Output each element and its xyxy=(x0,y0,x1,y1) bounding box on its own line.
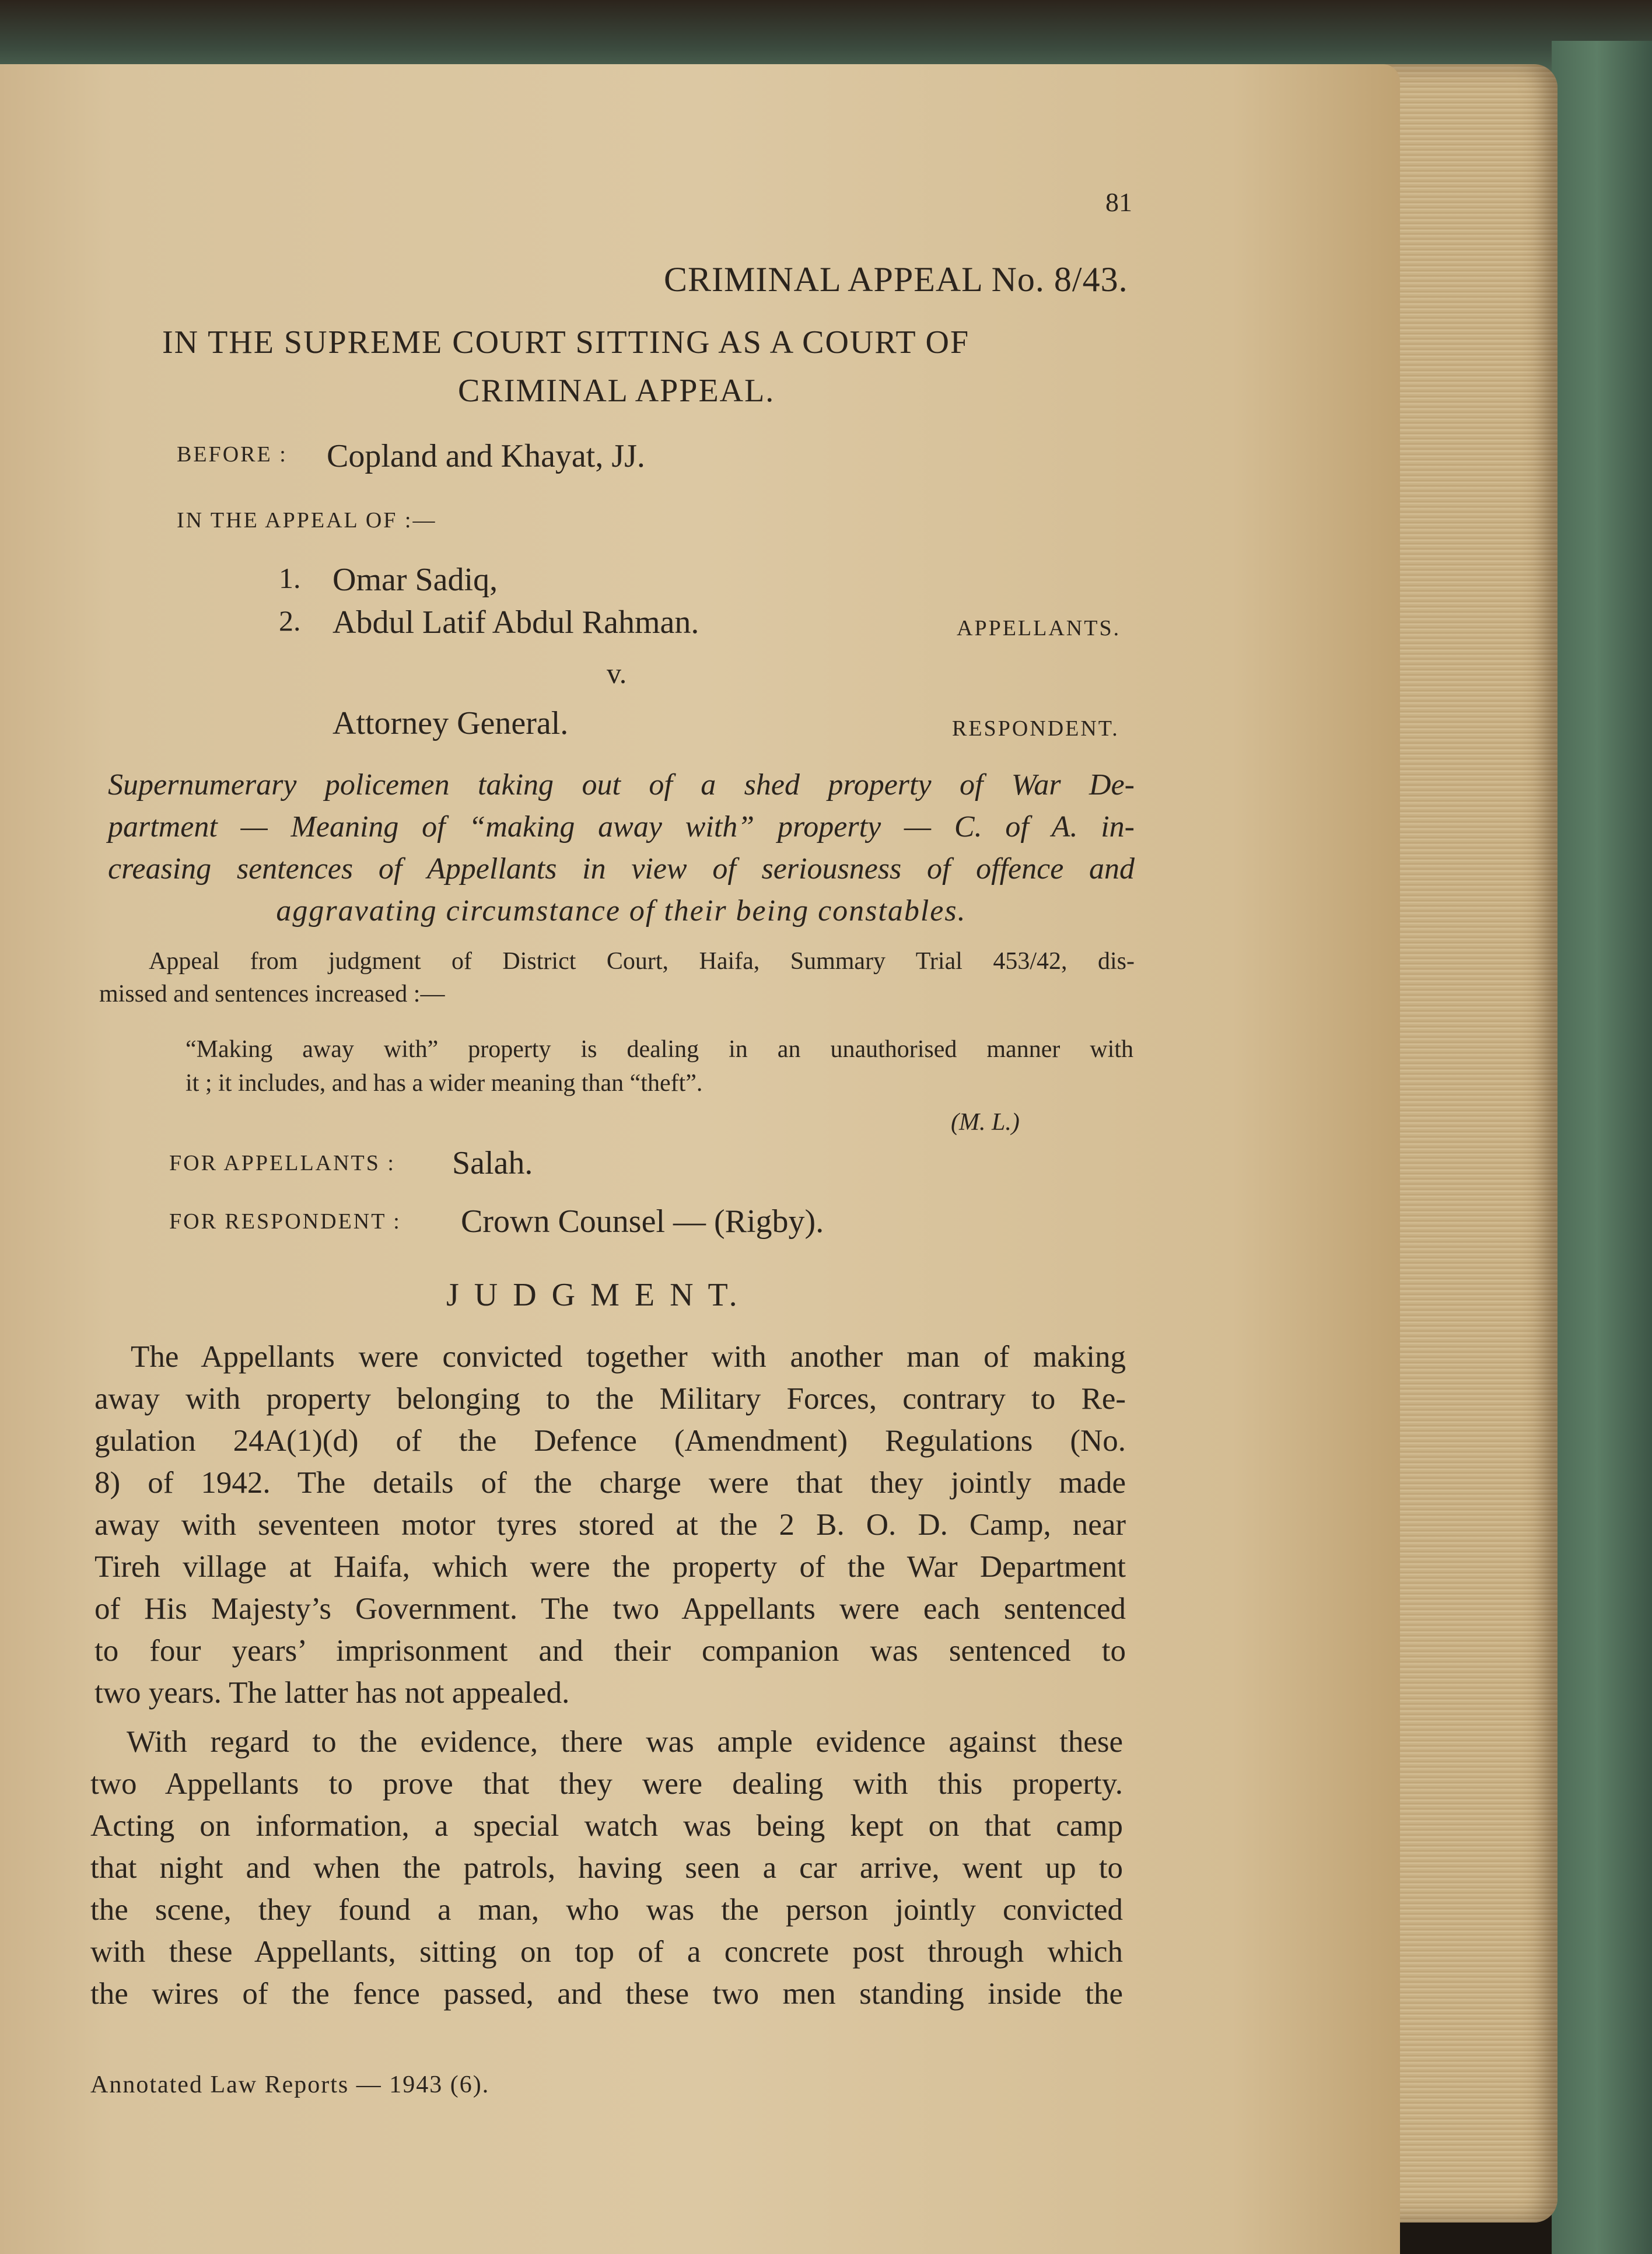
paragraph-line: gulation 24A(1)(d) of the Defence (Amendment) Regulations (No. xyxy=(94,1424,1126,1458)
judgment-paragraph-2 xyxy=(90,1721,1123,2015)
appellant-2-number: 2. xyxy=(279,604,301,637)
headnote xyxy=(108,764,1135,932)
for-appellants-label: FOR APPELLANTS : xyxy=(169,1151,396,1175)
paragraph-line: the wires of the fence passed, and these two men standing inside the xyxy=(90,1977,1123,2011)
paragraph-line: Tireh village at Haifa, which were the property of the War Department xyxy=(94,1550,1126,1584)
for-respondent-value: Crown Counsel — (Rigby). xyxy=(461,1203,824,1240)
headnote-line: partment — Meaning of “making away with” property — C. of A. in- xyxy=(108,810,1135,844)
case-number: CRIMINAL APPEAL No. 8/43. xyxy=(664,260,1128,299)
before-label: BEFORE : xyxy=(177,442,288,467)
headnote-line: creasing sentences of Appellants in view of seriousness of offence and xyxy=(108,852,1135,886)
paragraph-line: away with property belonging to the Military Forces, contrary to Re- xyxy=(94,1382,1126,1416)
paragraph-line: of His Majesty’s Government. The two Appellants were each sentenced xyxy=(94,1592,1126,1626)
judgment-paragraph-1 xyxy=(94,1336,1126,1714)
versus: v. xyxy=(607,657,627,690)
paragraph-line: With regard to the evidence, there was ample evidence against these xyxy=(127,1725,1123,1759)
paragraph-line: The Appellants were convicted together with another man of making xyxy=(131,1340,1126,1374)
appellant-1-name: Omar Sadiq, xyxy=(332,562,498,598)
footer-citation: Annotated Law Reports — 1943 (6). xyxy=(90,2071,490,2098)
page-number: 81 xyxy=(1105,187,1132,217)
appellant-1-number: 1. xyxy=(279,562,301,594)
book-page xyxy=(0,64,1400,2254)
respondent-label: RESPONDENT. xyxy=(952,716,1119,741)
for-appellants-value: Salah. xyxy=(452,1145,533,1181)
headnote-line: aggravating circumstance of their being constables. xyxy=(276,894,967,928)
paragraph-line: to four years’ imprisonment and their companion was sentenced to xyxy=(94,1634,1126,1668)
paragraph-line: two Appellants to prove that they were dealing with this property. xyxy=(90,1767,1123,1801)
paragraph-line: the scene, they found a man, who was the person jointly convicted xyxy=(90,1893,1123,1927)
for-respondent-label: FOR RESPONDENT : xyxy=(169,1209,401,1234)
book-cover-edge xyxy=(1552,41,1652,2254)
holding-line: “Making away with” property is dealing in an unauthorised manner with xyxy=(186,1036,1133,1063)
appellants-label: APPELLANTS. xyxy=(957,616,1121,640)
court-title-line1: IN THE SUPREME COURT SITTING AS A COURT OF xyxy=(162,324,970,360)
paragraph-line: Acting on information, a special watch was being kept on that camp xyxy=(90,1809,1123,1843)
paragraph-line: two years. The latter has not appealed. xyxy=(94,1676,570,1710)
appeal-from-line: missed and sentences increased :— xyxy=(99,981,445,1007)
paragraph-line: 8) of 1942. The details of the charge were that they jointly made xyxy=(94,1466,1126,1500)
respondent-name: Attorney General. xyxy=(332,705,569,741)
headnote-line: Supernumerary policemen taking out of a shed property of War De- xyxy=(108,768,1135,802)
court-title-line2: CRIMINAL APPEAL. xyxy=(458,373,775,409)
in-appeal-of-label: IN THE APPEAL OF :— xyxy=(177,508,437,533)
paragraph-line: away with seventeen motor tyres stored at the 2 B. O. D. Camp, near xyxy=(94,1508,1126,1542)
holding xyxy=(186,1032,1133,1100)
before-value: Copland and Khayat, JJ. xyxy=(327,438,645,474)
judgment-heading: J U D G M E N T. xyxy=(446,1277,741,1313)
paragraph-line: with these Appellants, sitting on top of a concrete post through which xyxy=(90,1935,1123,1969)
reporter-initials: (M. L.) xyxy=(951,1109,1020,1136)
page-stack-edges xyxy=(1382,64,1558,2222)
appeal-from-line: Appeal from judgment of District Court, Haifa, Summary Trial 453/42, dis- xyxy=(149,948,1135,975)
appellant-2-name: Abdul Latif Abdul Rahman. xyxy=(332,604,699,640)
holding-line: it ; it includes, and has a wider meaning than “theft”. xyxy=(186,1070,703,1097)
appeal-from xyxy=(99,945,1135,1010)
paragraph-line: that night and when the patrols, having seen a car arrive, went up to xyxy=(90,1851,1123,1885)
